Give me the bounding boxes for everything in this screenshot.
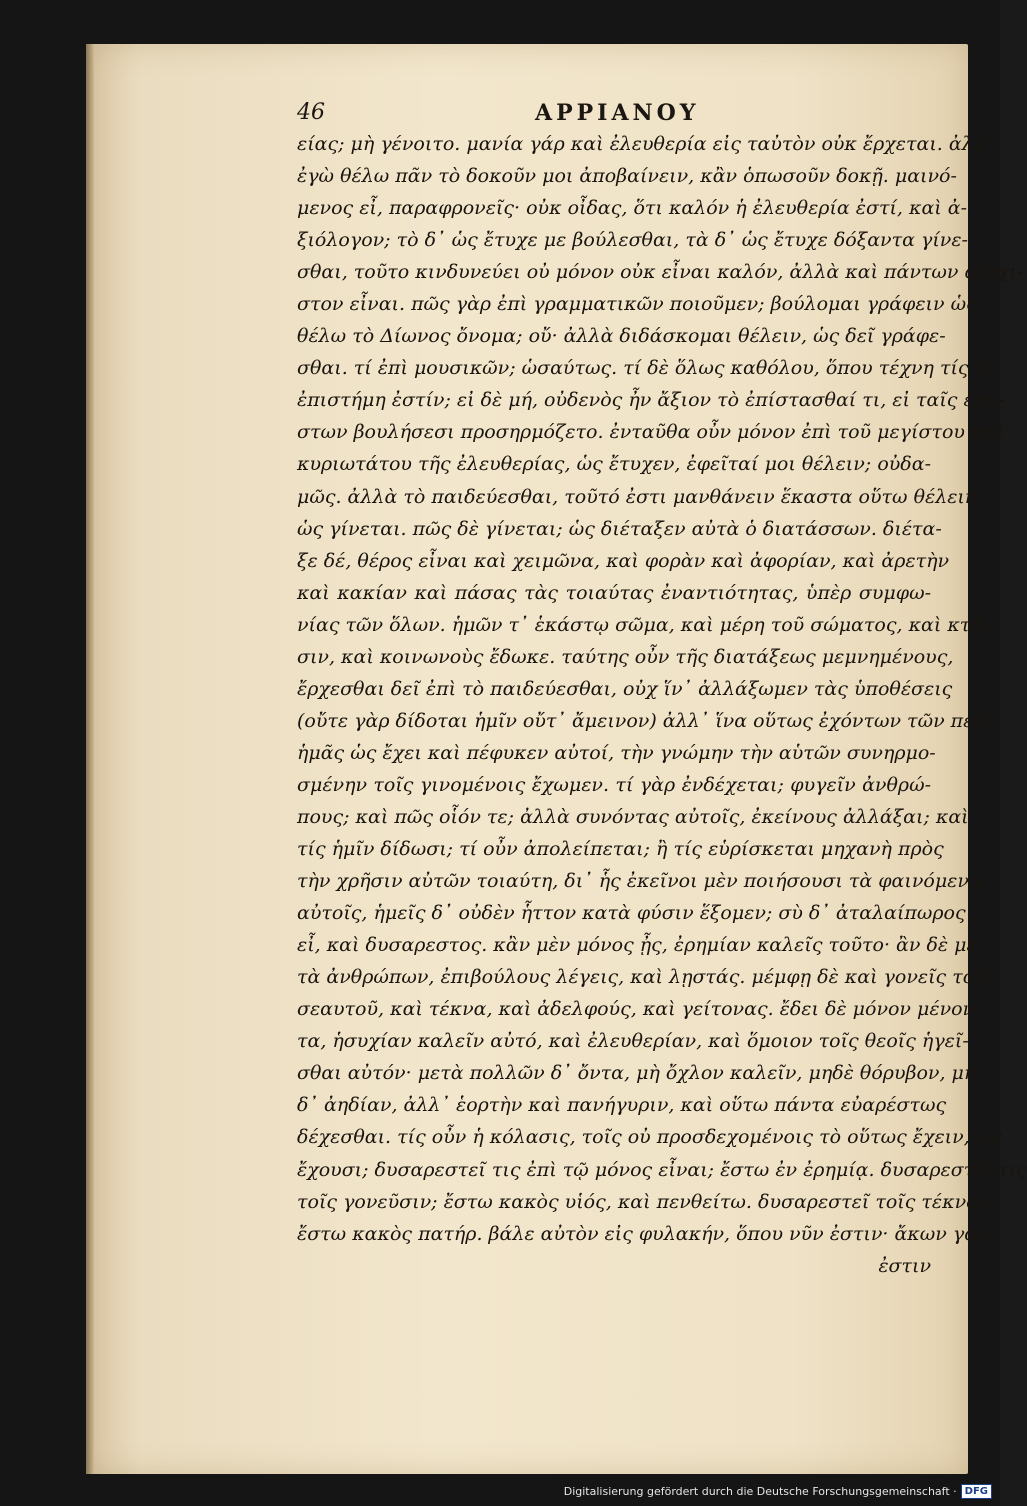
text-line: μῶς. ἀλλὰ τὸ παιδεύεσθαι, τοῦτό ἐστι μανθάνειν ἕκαστα οὕτω θέλειν,: [297, 485, 983, 508]
text-line: ξε δέ, θέρος εἶναι καὶ χειμῶνα, καὶ φορὰν καὶ ἀφορίαν, καὶ ἀρετὴν: [297, 549, 950, 572]
text-line: αὐτοῖς, ἡμεῖς δ᾽ οὐδὲν ἧττον κατὰ φύσιν ἕξομεν; σὺ δ᾽ ἀταλαίπωρος: [297, 902, 966, 925]
text-line: πους; καὶ πῶς οἷόν τε; ἀλλὰ συνόντας αὐτοῖς, ἐκείνους ἀλλάξαι; καὶ: [297, 805, 969, 828]
text-line: ὡς γίνεται. πῶς δὲ γίνεται; ὡς διέταξεν αὐτὰ ὁ διατάσσων. διέτα-: [297, 517, 942, 540]
text-line: θέλω τὸ Δίωνος ὄνομα; οὔ· ἀλλὰ διδάσκομαι θέλειν, ὡς δεῖ γράφε-: [297, 325, 946, 348]
text-line: τοῖς γονεῦσιν; ἔστω κακὸς υἱός, καὶ πενθείτω. δυσαρεστεῖ τοῖς τέκνοις;: [297, 1190, 1003, 1213]
text-line: είας; μὴ γένοιτο. μανία γάρ καὶ ἐλευθερία εἰς ταὐτὸν οὐκ ἔρχεται. ἀλλ᾽: [297, 133, 996, 155]
text-line: σεαυτοῦ, καὶ τέκνα, καὶ ἀδελφούς, καὶ γείτονας. ἔδει δὲ μόνον μένον-: [297, 998, 981, 1021]
text-line: τα, ἡσυχίαν καλεῖν αὐτό, καὶ ἐλευθερίαν, καὶ ὅμοιον τοῖς θεοῖς ἡγεῖ-: [297, 1030, 969, 1053]
body-text: [297, 128, 1027, 1282]
text-line: δ᾽ ἀηδίαν, ἀλλ᾽ ἑορτὴν καὶ πανήγυριν, καὶ οὕτω πάντα εὐαρέστως: [297, 1094, 947, 1117]
text-line: σθαι. τί ἐπὶ μουσικῶν; ὡσαύτως. τί δὲ ὅλως καθόλου, ὅπου τέχνη τίς ἢ: [297, 357, 986, 380]
text-line: μενος εἶ, παραφρονεῖς· οὐκ οἶδας, ὅτι καλόν ἡ ἐλευθερία ἐστί, καὶ ἀ-: [297, 197, 968, 220]
text-line: σιν, καὶ κοινωνοὺς ἔδωκε. ταύτης οὖν τῆς διατάξεως μεμνημένους,: [297, 645, 954, 668]
text-line: ἡμᾶς ὡς ἔχει καὶ πέφυκεν αὐτοί, τὴν γνώμην τὴν αὑτῶν συνηρμο-: [297, 741, 936, 764]
footer-credit-text: Digitalisierung gefördert durch die Deutsche Forschungsgemeinschaft ·: [563, 1484, 957, 1498]
text-line: ξιόλογον; τὸ δ᾽ ὡς ἔτυχε με βούλεσθαι, τὰ δ᾽ ὡς ἔτυχε δόξαντα γίνε-: [297, 229, 968, 252]
text-line: στον εἶναι. πῶς γὰρ ἐπὶ γραμματικῶν ποιοῦμεν; βούλομαι γράφειν ὡς: [297, 293, 977, 316]
page-gutter-edge: [86, 44, 94, 1474]
text-line: ἔστω κακὸς πατήρ. βάλε αὐτὸν εἰς φυλακήν, ὅπου νῦν ἐστιν· ἄκων γὰρ: [297, 1222, 989, 1245]
text-line: σθαι αὐτόν· μετὰ πολλῶν δ᾽ ὄντα, μὴ ὄχλον καλεῖν, μηδὲ θόρυβον, μη-: [297, 1062, 982, 1085]
text-line: κυριωτάτου τῆς ἐλευθερίας, ὡς ἔτυχεν, ἐφεῖταί μοι θέλειν; οὐδα-: [297, 453, 931, 476]
text-line: ἔχουσι; δυσαρεστεῖ τις ἐπὶ τῷ μόνος εἶναι; ἔστω ἐν ἐρημίᾳ. δυσαρεστεῖ τις: [297, 1158, 1027, 1181]
text-line: ἐγὼ θέλω πᾶν τὸ δοκοῦν μοι ἀποβαίνειν, κἂν ὁπωσοῦν δοκῇ. μαινό-: [297, 165, 957, 188]
text-line: εἶ, καὶ δυσαρεστος. κἂν μὲν μόνος ᾖς, ἐρημίαν καλεῖς τοῦτο· ἂν δὲ με-: [297, 934, 984, 957]
text-line: τὴν χρῆσιν αὐτῶν τοιαύτη, δι᾽ ἧς ἐκεῖνοι μὲν ποιήσουσι τὰ φαινόμενα: [297, 870, 982, 893]
text-line: σθαι, τοῦτο κινδυνεύει οὐ μόνον οὐκ εἶναι καλόν, ἀλλὰ καὶ πάντων αἴσχι-: [297, 261, 1024, 284]
text-line: τὰ ἀνθρώπων, ἐπιβούλους λέγεις, καὶ λῃστάς. μέμφῃ δὲ καὶ γονεῖς τοὺς: [297, 966, 997, 989]
text-line: νίας τῶν ὅλων. ἡμῶν τ᾽ ἑκάστῳ σῶμα, καὶ μέρη τοῦ σώματος, καὶ κτῆ-: [297, 613, 989, 636]
dfg-logo-icon: DFG: [961, 1484, 992, 1499]
text-line: τίς ἡμῖν δίδωσι; τί οὖν ἀπολείπεται; ἢ τίς εὑρίσκεται μηχανὴ πρὸς: [297, 838, 944, 861]
text-line: καὶ κακίαν καὶ πάσας τὰς τοιαύτας ἐναντιότητας, ὑπὲρ συμφω-: [297, 581, 931, 604]
text-line: στων βουλήσεσι προσηρμόζετο. ἐνταῦθα οὖν μόνον ἐπὶ τοῦ μεγίστου καὶ: [297, 421, 1004, 444]
footer-credit: [564, 1480, 992, 1502]
text-line: ἐστιν: [878, 1254, 931, 1277]
text-line: (οὔτε γὰρ δίδοται ἡμῖν οὔτ᾽ ἄμεινον) ἀλλ᾽ ἵνα οὕτως ἐχόντων τῶν περὶ: [297, 709, 992, 732]
text-line: ἔρχεσθαι δεῖ ἐπὶ τὸ παιδεύεσθαι, οὐχ ἵν᾽ ἀλλάξωμεν τὰς ὑποθέσεις: [297, 677, 953, 700]
page-number: 46: [297, 100, 325, 125]
running-head-title: ΑΡΡΙΑΝΟΥ: [535, 100, 700, 126]
text-line: ἐπιστήμη ἐστίν; εἰ δὲ μή, οὐδενὸς ἦν ἄξιον τὸ ἐπίστασθαί τι, εἰ ταῖς ἑκά-: [297, 389, 1006, 412]
text-line: δέχεσθαι. τίς οὖν ἡ κόλασις, τοῖς οὐ προσδεχομένοις τὸ οὕτως ἔχειν, ὡς: [297, 1126, 1002, 1149]
text-line: σμένην τοῖς γινομένοις ἔχωμεν. τί γὰρ ἐνδέχεται; φυγεῖν ἀνθρώ-: [297, 773, 931, 796]
